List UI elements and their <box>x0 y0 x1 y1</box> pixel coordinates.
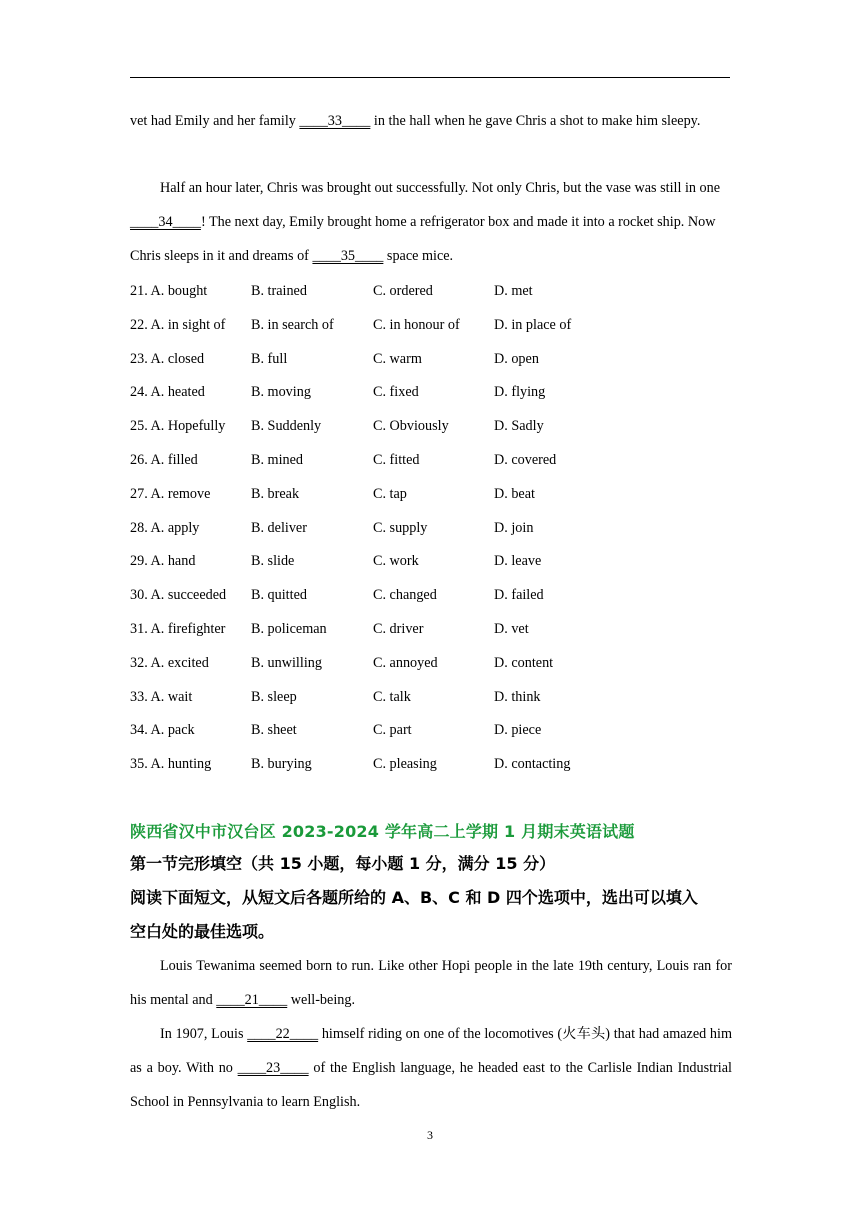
option-text: A. Hopefully <box>150 418 226 435</box>
question-number: 21. <box>130 283 148 299</box>
question-number: 25. <box>130 418 148 435</box>
option-text: A. remove <box>150 485 211 502</box>
option-b: B. unwilling <box>251 654 322 671</box>
option-c: C. talk <box>373 688 411 705</box>
option-text: A. apply <box>150 519 200 536</box>
option-c: C. in honour of <box>373 316 460 333</box>
option-c: C. fitted <box>373 452 420 468</box>
question-number: 33. <box>130 688 148 705</box>
option-text: A. filled <box>150 452 198 468</box>
option-b: B. moving <box>251 384 311 401</box>
question-number: 30. <box>130 587 148 604</box>
option-b: B. full <box>251 350 288 367</box>
question-number: 22. <box>130 316 148 333</box>
option-text: A. wait <box>150 688 193 705</box>
option-c: C. driver <box>373 621 424 637</box>
option-b: B. in search of <box>251 316 334 333</box>
option-c: C. changed <box>373 587 437 604</box>
option-text: A. firefighter <box>150 621 226 637</box>
option-c: C. ordered <box>373 283 433 299</box>
option-text: A. pack <box>150 722 195 739</box>
option-a <box>130 416 225 436</box>
option-b: B. quitted <box>251 587 307 604</box>
question-number: 32. <box>130 654 148 671</box>
option-c: C. part <box>373 722 412 739</box>
option-d: D. failed <box>494 587 544 604</box>
option-c: C. Obviously <box>373 418 449 435</box>
option-a <box>130 720 195 740</box>
question-number: 35. <box>130 756 148 773</box>
option-a <box>130 619 225 639</box>
option-c: C. annoyed <box>373 654 438 671</box>
option-d: D. open <box>494 350 539 367</box>
instruction-line-1: 阅读下面短文，从短文后各题所给的 A、B、C 和 D 四个选项中，选出可以填入 <box>130 888 698 907</box>
question-number: 29. <box>130 553 148 570</box>
option-d: D. beat <box>494 485 535 502</box>
option-a <box>130 382 205 402</box>
blank-23: ____23____ <box>237 1059 309 1076</box>
question-number: 26. <box>130 452 148 468</box>
option-a <box>130 687 192 707</box>
section-subtitle: 第一节完形填空（共 15 小题，每小题 1 分，满分 15 分） <box>130 854 556 873</box>
option-a <box>130 349 204 369</box>
option-text: A. bought <box>150 283 208 299</box>
option-a <box>130 450 198 470</box>
option-d: D. think <box>494 688 541 705</box>
option-a <box>130 518 199 538</box>
option-c: C. fixed <box>373 384 419 401</box>
blank-34: ____34____ <box>130 213 201 230</box>
option-d: D. join <box>494 519 534 536</box>
option-b: B. Suddenly <box>251 418 322 435</box>
option-b: B. policeman <box>251 621 327 637</box>
option-c: C. work <box>373 553 419 570</box>
option-text: A. hunting <box>150 756 212 773</box>
option-text: A. excited <box>150 654 209 671</box>
header-rule <box>130 77 730 78</box>
option-c: C. pleasing <box>373 756 437 773</box>
continuation-paragraph-2: Half an hour later, Chris was brought out successfully. Not only Chris, but the vase was still in one ____34____! The next day, Emily brought home a refrigerator box and made it into a rocket ship. Now Chris sleeps in it and dreams of ____35____ space mice. <box>130 180 721 264</box>
option-a <box>130 315 225 335</box>
option-a <box>130 754 211 774</box>
question-number: 34. <box>130 722 148 739</box>
option-d: D. flying <box>494 384 546 401</box>
blank-35: ____35____ <box>312 247 384 264</box>
option-d: D. covered <box>494 452 557 468</box>
option-d: D. Sadly <box>494 418 544 435</box>
option-b: B. slide <box>251 553 295 570</box>
passage-paragraph-1: Louis Tewanima seemed born to run. Like other Hopi people in the late 19th century, Louis ran for his mental and ____21____ well-being. <box>130 958 732 1008</box>
option-a <box>130 484 210 504</box>
option-d: D. met <box>494 283 533 299</box>
option-b: B. sheet <box>251 722 297 739</box>
instruction-line-2: 空白处的最佳选项。 <box>130 922 275 941</box>
option-text: A. hand <box>150 553 196 570</box>
option-text: A. heated <box>150 384 205 401</box>
option-d: D. vet <box>494 621 529 637</box>
option-d: D. contacting <box>494 756 571 773</box>
option-a <box>130 281 207 301</box>
option-a <box>130 585 226 605</box>
blank-33: ____33____ <box>299 113 371 129</box>
option-b: B. burying <box>251 756 312 773</box>
option-c: C. supply <box>373 519 428 536</box>
option-a <box>130 653 209 673</box>
passage-paragraph-2: In 1907, Louis ____22____ himself riding on one of the locomotives (火车头) that had amazed him as a boy. With no ____23____ of the English language, he headed east to the Carlisle Indian Industrial School in Pennsylvania to learn English. <box>130 1026 733 1110</box>
option-text: A. in sight of <box>150 316 226 333</box>
blank-22: ____22____ <box>247 1026 319 1042</box>
option-b: B. trained <box>251 283 307 299</box>
question-number: 31. <box>130 621 148 637</box>
blank-21: ____21____ <box>216 991 288 1008</box>
question-number: 27. <box>130 485 148 502</box>
option-d: D. piece <box>494 722 542 739</box>
option-b: B. sleep <box>251 688 297 705</box>
option-c: C. warm <box>373 350 422 367</box>
option-c: C. tap <box>373 485 407 502</box>
question-number: 28. <box>130 519 148 536</box>
option-d: D. leave <box>494 553 542 570</box>
section-title: 陕西省汉中市汉台区 2023-2024 学年高二上学期 1 月期末英语试题 <box>130 822 635 841</box>
option-a <box>130 551 195 571</box>
option-b: B. deliver <box>251 519 307 536</box>
question-number: 24. <box>130 384 148 401</box>
option-text: A. succeeded <box>150 587 227 604</box>
option-d: D. content <box>494 654 554 671</box>
option-d: D. in place of <box>494 316 572 333</box>
option-text: A. closed <box>150 350 205 367</box>
page-number: 3 <box>427 1128 433 1142</box>
option-b: B. mined <box>251 452 304 468</box>
question-number: 23. <box>130 350 148 367</box>
option-b: B. break <box>251 485 300 502</box>
continuation-paragraph-1: vet had Emily and her family ____33____ in the hall when he gave Chris a shot to make him sleepy. <box>130 113 701 129</box>
